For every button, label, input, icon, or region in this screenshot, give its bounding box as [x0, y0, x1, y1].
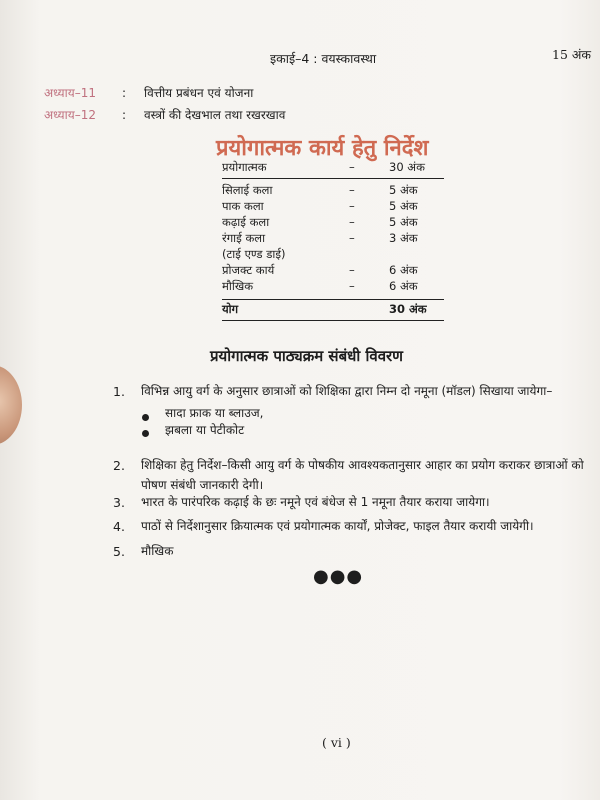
marks-label: सिलाई कला — [222, 183, 273, 197]
item-number: 5. — [113, 544, 125, 559]
marks-row — [222, 199, 444, 215]
item-number: 3. — [113, 495, 125, 510]
marks-total-row — [222, 300, 444, 321]
marks-value: 6 अंक — [389, 279, 418, 293]
marks-label: (टाई एण्ड डाई) — [222, 247, 286, 261]
chapter-colon: : — [122, 108, 127, 122]
bullet-icon — [142, 430, 149, 437]
marks-row — [222, 183, 444, 199]
page-number: ( vi ) — [322, 735, 351, 750]
bullet-text: झबला या पेटीकोट — [165, 423, 245, 437]
item-text: मौखिक — [141, 544, 174, 558]
total-value: 30 अंक — [389, 300, 444, 321]
marks-label: कढ़ाई कला — [222, 215, 270, 229]
marks-dash: – — [349, 279, 355, 293]
marks-label: पाक कला — [222, 199, 264, 213]
marks-dash: – — [349, 199, 355, 213]
marks-value: 6 अंक — [389, 263, 418, 277]
item-text: विभिन्न आयु वर्ग के अनुसार छात्राओं को शिक्षिका द्वारा निम्न दो नमूना (मॉडल) सिखाया जायेगा– — [141, 384, 553, 398]
unit-marks: 15 अंक — [552, 47, 592, 62]
item-number: 2. — [113, 458, 125, 473]
marks-value: 5 अंक — [389, 183, 418, 197]
marks-dash — [349, 247, 389, 263]
marks-value: 5 अंक — [389, 199, 418, 213]
bullet-icon — [142, 414, 149, 421]
chapter-row-11 — [44, 84, 253, 101]
marks-label: रंगाई कला — [222, 231, 266, 245]
item-number: 4. — [113, 519, 125, 534]
practical-title: प्रयोगात्मक कार्य हेतु निर्देश — [216, 136, 429, 161]
marks-label: प्रोजक्ट कार्य — [222, 263, 275, 277]
bullet-text: सादा फ्राक या ब्लाउज, — [165, 406, 264, 420]
unit-heading: इकाई–4 : वयस्कावस्था — [270, 51, 377, 66]
chapter-label: अध्याय–11 — [44, 86, 96, 100]
marks-row — [222, 263, 444, 279]
chapter-label: अध्याय–12 — [44, 108, 96, 122]
chapter-title: वित्तीय प्रबंधन एवं योजना — [144, 86, 254, 100]
item-number: 1. — [113, 384, 125, 399]
chapter-row-12 — [44, 106, 285, 123]
marks-dash: – — [349, 263, 355, 277]
chapter-title: वस्त्रों की देखभाल तथा रखरखाव — [144, 108, 286, 122]
chapter-colon: : — [122, 86, 127, 100]
marks-value: 5 अंक — [389, 215, 418, 229]
marks-dash: – — [349, 160, 389, 179]
marks-label: मौखिक — [222, 279, 254, 293]
marks-row — [222, 247, 444, 263]
item-text: शिक्षिका हेतु निर्देश–किसी आयु वर्ग के पोषकीय आवश्यकतानुसार आहार का प्रयोग कराकर छात्राओं को — [141, 458, 584, 472]
syllabus-title: प्रयोगात्मक पाठ्यक्रम संबंधी विवरण — [210, 347, 404, 365]
marks-dash: – — [349, 215, 355, 229]
item-text: भारत के पारंपरिक कढ़ाई के छः नमूने एवं बंधेज से 1 नमूना तैयार कराया जायेगा। — [141, 495, 490, 509]
marks-value — [389, 247, 444, 263]
marks-row — [222, 231, 444, 247]
marks-table — [222, 160, 444, 321]
marks-row — [222, 215, 444, 231]
total-label: योग — [222, 300, 349, 321]
marks-dash: – — [349, 231, 355, 245]
section-end-dots: ●●● — [313, 566, 364, 587]
item-text: पाठों से निर्देशानुसार क्रियात्मक एवं प्रयोगात्मक कार्यों, प्रोजेक्ट, फाइल तैयार करायी जायेगी। — [141, 519, 534, 533]
marks-label: प्रयोगात्मक — [222, 160, 349, 179]
marks-row — [222, 279, 444, 295]
finger-shadow — [0, 365, 22, 445]
item-text-continued: पोषण संबंधी जानकारी देगी। — [141, 478, 264, 492]
marks-head-row — [222, 160, 444, 179]
marks-dash: – — [349, 183, 355, 197]
marks-value: 30 अंक — [389, 160, 444, 179]
marks-value: 3 अंक — [389, 231, 418, 245]
